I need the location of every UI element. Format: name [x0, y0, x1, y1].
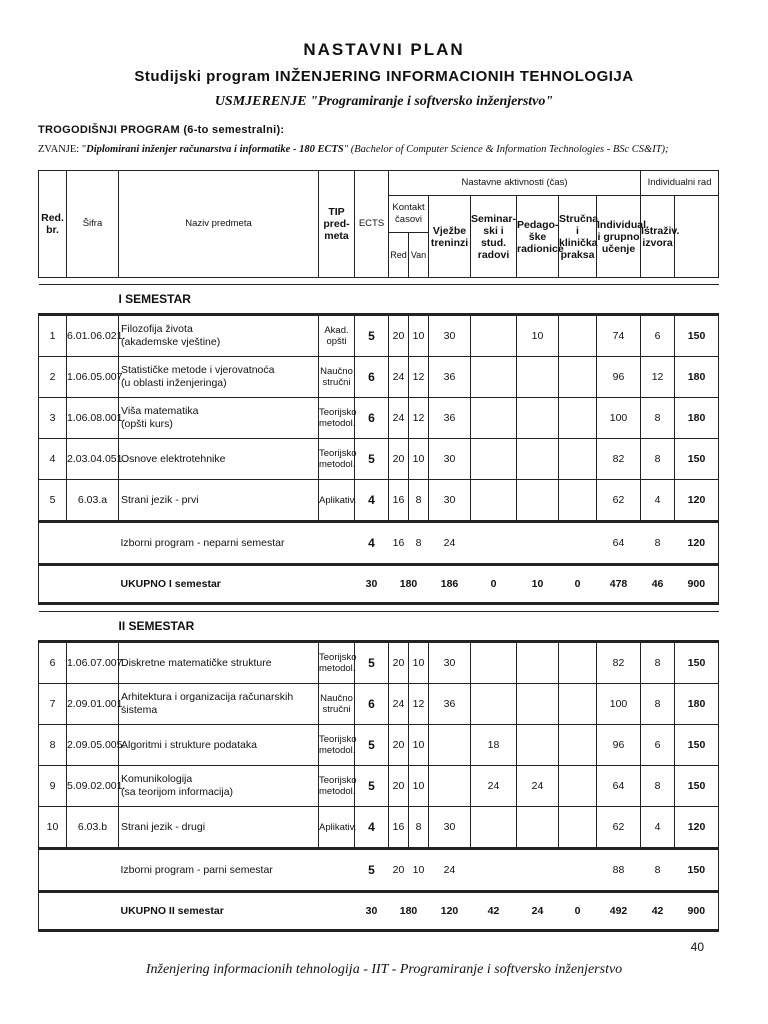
course-type-line2: metodol. — [319, 745, 356, 756]
total-pedagoske: 10 — [517, 565, 559, 604]
degree-name: Diplomirani inženjer računarstva i informatike - 180 ECTS — [86, 144, 344, 155]
elective-red: 16 — [389, 522, 409, 565]
col-red-br: Red. br. — [39, 171, 67, 278]
contact-red: 20 — [389, 725, 409, 766]
course-code: 6.01.06.021. — [67, 315, 119, 357]
course-name — [119, 684, 319, 725]
individual-value: 100 — [597, 398, 641, 439]
course-name — [119, 807, 319, 849]
table-row — [39, 725, 719, 766]
separator-cell — [39, 604, 719, 612]
course-code: 1.06.05.007. — [67, 357, 119, 398]
elective-individual: 88 — [597, 849, 641, 892]
elective-vjezbe: 24 — [429, 849, 471, 892]
strucna-value — [559, 642, 597, 684]
elective-seminar-spacer — [471, 849, 517, 892]
pedagoske-value: 24 — [517, 766, 559, 807]
col-naziv: Naziv predmeta — [119, 171, 319, 278]
total-label: UKUPNO I semestar — [119, 565, 355, 604]
pedagoske-value — [517, 398, 559, 439]
table-row — [39, 398, 719, 439]
separator-row — [39, 604, 719, 612]
strucna-value — [559, 807, 597, 849]
seminar-value — [471, 480, 517, 522]
elective-vjezbe: 24 — [429, 522, 471, 565]
col-pedagoske: Pedago- ške radionice — [517, 196, 559, 278]
course-type — [319, 398, 355, 439]
degree-prefix: ZVANJE: " — [38, 144, 87, 155]
seminar-value — [471, 439, 517, 480]
contact-red: 24 — [389, 398, 409, 439]
degree-suffix: " (Bachelor of Computer Science & Information Technologies - BSc CS&IT); — [343, 144, 669, 155]
course-type — [319, 684, 355, 725]
contact-van: 12 — [409, 684, 429, 725]
course-type — [319, 480, 355, 522]
contact-van: 10 — [409, 439, 429, 480]
vjezbe-value: 30 — [429, 807, 471, 849]
contact-van: 10 — [409, 766, 429, 807]
svega-value: 120 — [675, 480, 719, 522]
istrazivanje-value: 8 — [641, 766, 675, 807]
istrazivanje-value: 8 — [641, 684, 675, 725]
contact-red: 16 — [389, 807, 409, 849]
course-name-line2: (u oblasti inženjeringa) — [121, 377, 227, 389]
separator-row — [39, 278, 719, 285]
strucna-value — [559, 398, 597, 439]
col-red: Red — [389, 233, 409, 278]
col-istrazivanje: Istraživ. izvora — [641, 196, 675, 278]
table-row — [39, 480, 719, 522]
row-number: 6 — [39, 642, 67, 684]
program-duration: TROGODIŠNJI PROGRAM (6-to semestralni): — [38, 124, 285, 136]
table-row — [39, 766, 719, 807]
ects-value: 5 — [355, 315, 389, 357]
row-number: 5 — [39, 480, 67, 522]
course-type-line1: Teorijsko — [319, 775, 357, 786]
seminar-value — [471, 315, 517, 357]
course-name-line2: (sa teorijom informacija) — [121, 786, 234, 798]
elective-red: 20 — [389, 849, 409, 892]
course-name — [119, 315, 319, 357]
individual-value: 64 — [597, 766, 641, 807]
strucna-value — [559, 766, 597, 807]
course-type-line1: Naučno — [320, 693, 353, 704]
elective-row — [39, 849, 719, 892]
course-type-line1: Teorijsko — [319, 734, 357, 745]
total-individual: 478 — [597, 565, 641, 604]
col-kontakt: Kontakt časovi — [389, 196, 429, 233]
total-ects: 30 — [355, 565, 389, 604]
course-type-line2: metodol. — [319, 418, 356, 429]
contact-van: 10 — [409, 642, 429, 684]
course-name — [119, 725, 319, 766]
total-kontakt: 180 — [389, 565, 429, 604]
individual-value: 100 — [597, 684, 641, 725]
individual-value: 62 — [597, 480, 641, 522]
seminar-value — [471, 357, 517, 398]
course-name — [119, 766, 319, 807]
svega-value: 150 — [675, 315, 719, 357]
course-type-line1: Teorijsko — [319, 448, 357, 459]
elective-row — [39, 522, 719, 565]
semester-heading-spacer — [39, 285, 119, 315]
pedagoske-value — [517, 642, 559, 684]
course-name-line2: (akademske vještine) — [121, 336, 221, 348]
istrazivanje-value: 6 — [641, 725, 675, 766]
col-individual: Individual. i grupno učenje — [597, 196, 641, 278]
elective-pedag-spacer — [517, 522, 559, 565]
elective-ects: 5 — [355, 849, 389, 892]
semester-heading-row — [39, 285, 719, 315]
row-number: 8 — [39, 725, 67, 766]
individual-value: 96 — [597, 357, 641, 398]
pedagoske-value — [517, 357, 559, 398]
track-title: USMJERENJE "Programiranje i softversko inženjerstvo" — [214, 94, 554, 109]
ects-value: 6 — [355, 357, 389, 398]
pedagoske-value — [517, 439, 559, 480]
elective-van: 8 — [409, 522, 429, 565]
total-individual: 492 — [597, 892, 641, 931]
contact-red: 24 — [389, 357, 409, 398]
contact-red: 20 — [389, 439, 409, 480]
total-spacer — [39, 565, 119, 604]
ects-value: 5 — [355, 766, 389, 807]
ects-value: 6 — [355, 398, 389, 439]
course-name-line1: Strani jezik - prvi — [121, 493, 199, 506]
svega-value: 120 — [675, 807, 719, 849]
course-name — [119, 439, 319, 480]
row-number: 10 — [39, 807, 67, 849]
row-number: 4 — [39, 439, 67, 480]
elective-type-spacer — [319, 849, 355, 892]
col-seminarski: Seminar- ski i stud. radovi — [471, 196, 517, 278]
row-number: 3 — [39, 398, 67, 439]
pedagoske-value — [517, 807, 559, 849]
istrazivanje-value: 12 — [641, 357, 675, 398]
ects-value: 5 — [355, 725, 389, 766]
contact-van: 12 — [409, 398, 429, 439]
total-strucna: 0 — [559, 892, 597, 931]
elective-van: 10 — [409, 849, 429, 892]
svega-value: 150 — [675, 725, 719, 766]
seminar-value — [471, 642, 517, 684]
semester-heading-row — [39, 612, 719, 642]
total-istrazivanje: 42 — [641, 892, 675, 931]
semester-heading: II SEMESTAR — [119, 612, 719, 642]
course-code: 5.09.02.001. — [67, 766, 119, 807]
istrazivanje-value: 6 — [641, 315, 675, 357]
col-vjezbe: Vježbe treninzi — [429, 196, 471, 278]
seminar-value — [471, 807, 517, 849]
total-kontakt: 180 — [389, 892, 429, 931]
course-code: 6.03.a — [67, 480, 119, 522]
vjezbe-value: 36 — [429, 684, 471, 725]
total-ects: 30 — [355, 892, 389, 931]
elective-ects: 4 — [355, 522, 389, 565]
contact-red: 20 — [389, 642, 409, 684]
total-vjezbe: 186 — [429, 565, 471, 604]
row-number: 9 — [39, 766, 67, 807]
elective-individual: 64 — [597, 522, 641, 565]
page-number: 40 — [690, 940, 704, 954]
contact-van: 8 — [409, 807, 429, 849]
course-name — [119, 398, 319, 439]
contact-van: 10 — [409, 315, 429, 357]
col-strucna: Stručna i klinička praksa — [559, 196, 597, 278]
course-type — [319, 315, 355, 357]
course-type-line1: Aplikativ. — [319, 821, 357, 833]
course-code: 6.03.b — [67, 807, 119, 849]
total-seminar: 42 — [471, 892, 517, 931]
table-row — [39, 315, 719, 357]
istrazivanje-value: 8 — [641, 439, 675, 480]
row-number: 1 — [39, 315, 67, 357]
course-type — [319, 725, 355, 766]
total-svega: 900 — [675, 565, 719, 604]
course-name-line1: Komunikologija — [121, 773, 193, 785]
col-ects: ECTS — [355, 171, 389, 278]
row-number: 2 — [39, 357, 67, 398]
program-subtitle: Studijski program INŽENJERING INFORMACIONIH TEHNOLOGIJA — [134, 68, 634, 85]
vjezbe-value: 30 — [429, 480, 471, 522]
table-row — [39, 439, 719, 480]
total-label: UKUPNO II semestar — [119, 892, 355, 931]
course-name-line1: Algoritmi i strukture podataka — [121, 738, 257, 751]
strucna-value — [559, 480, 597, 522]
total-row — [39, 565, 719, 604]
table-row — [39, 642, 719, 684]
col-individualni-rad: Individualni rad — [641, 171, 719, 196]
strucna-value — [559, 684, 597, 725]
elective-name: Izborni program - parni semestar — [119, 849, 319, 892]
degree-title — [38, 144, 669, 155]
istrazivanje-value: 4 — [641, 480, 675, 522]
vjezbe-value: 30 — [429, 315, 471, 357]
svega-value: 180 — [675, 357, 719, 398]
course-type — [319, 439, 355, 480]
ects-value: 6 — [355, 684, 389, 725]
vjezbe-value: 36 — [429, 357, 471, 398]
total-svega: 900 — [675, 892, 719, 931]
individual-value: 62 — [597, 807, 641, 849]
strucna-value — [559, 315, 597, 357]
col-tip: TIP pred- meta — [319, 171, 355, 278]
elective-name: Izborni program - neparni semestar — [119, 522, 319, 565]
course-name-line1: Filozofija života — [121, 323, 193, 335]
contact-red: 16 — [389, 480, 409, 522]
vjezbe-value: 30 — [429, 439, 471, 480]
course-type-line1: Teorijsko — [319, 407, 357, 418]
total-spacer — [39, 892, 119, 931]
ects-value: 4 — [355, 480, 389, 522]
individual-value: 96 — [597, 725, 641, 766]
course-name-line1: Arhitektura i organizacija računarskih sistema — [121, 691, 294, 716]
vjezbe-value — [429, 766, 471, 807]
ects-value: 4 — [355, 807, 389, 849]
seminar-value — [471, 398, 517, 439]
vjezbe-value: 30 — [429, 642, 471, 684]
seminar-value: 24 — [471, 766, 517, 807]
total-vjezbe: 120 — [429, 892, 471, 931]
document-title: NASTAVNI PLAN — [303, 40, 465, 59]
course-name — [119, 357, 319, 398]
istrazivanje-value: 8 — [641, 398, 675, 439]
course-type-line1: Akad. — [324, 325, 349, 336]
contact-van: 10 — [409, 725, 429, 766]
course-type-line1: Aplikativ. — [319, 494, 357, 506]
ects-value: 5 — [355, 642, 389, 684]
row-number: 7 — [39, 684, 67, 725]
course-type-line2: opšti — [326, 336, 347, 347]
vjezbe-value: 36 — [429, 398, 471, 439]
seminar-value: 18 — [471, 725, 517, 766]
individual-value: 74 — [597, 315, 641, 357]
pedagoske-value — [517, 480, 559, 522]
course-type-line1: Teorijsko — [319, 652, 357, 663]
svega-value: 150 — [675, 439, 719, 480]
svega-value: 180 — [675, 398, 719, 439]
pedagoske-value — [517, 684, 559, 725]
course-type-line2: metodol. — [319, 663, 356, 674]
semester-heading: I SEMESTAR — [119, 285, 719, 315]
total-pedagoske: 24 — [517, 892, 559, 931]
course-type-line2: stručni — [322, 377, 351, 388]
vjezbe-value — [429, 725, 471, 766]
page-footer: Inženjering informacionih tehnologija - IIT - Programiranje i softversko inženjerstvo — [145, 962, 623, 977]
course-code: 2.03.04.051. — [67, 439, 119, 480]
contact-red: 20 — [389, 766, 409, 807]
table-row — [39, 807, 719, 849]
strucna-value — [559, 439, 597, 480]
course-type — [319, 766, 355, 807]
course-type-line2: stručni — [322, 704, 351, 715]
contact-red: 24 — [389, 684, 409, 725]
course-name — [119, 480, 319, 522]
strucna-value — [559, 357, 597, 398]
total-row — [39, 892, 719, 931]
course-name — [119, 642, 319, 684]
istrazivanje-value: 4 — [641, 807, 675, 849]
semester-heading-spacer — [39, 612, 119, 642]
course-name-line1: Statističke metode i vjerovatnoća — [121, 364, 275, 376]
seminar-value — [471, 684, 517, 725]
elective-svega: 150 — [675, 849, 719, 892]
elective-spacer — [39, 522, 119, 565]
elective-strucna-spacer — [559, 522, 597, 565]
table-row — [39, 357, 719, 398]
col-sifra: Šifra — [67, 171, 119, 278]
elective-type-spacer — [319, 522, 355, 565]
course-name-line1: Osnove elektrotehnike — [121, 452, 226, 465]
contact-van: 12 — [409, 357, 429, 398]
svega-value: 150 — [675, 766, 719, 807]
individual-value: 82 — [597, 642, 641, 684]
elective-spacer — [39, 849, 119, 892]
elective-svega: 120 — [675, 522, 719, 565]
individual-value: 82 — [597, 439, 641, 480]
course-type-line2: metodol. — [319, 459, 356, 470]
course-code: 2.09.01.001. — [67, 684, 119, 725]
course-type — [319, 357, 355, 398]
svega-value: 150 — [675, 642, 719, 684]
elective-seminar-spacer — [471, 522, 517, 565]
elective-strucna-spacer — [559, 849, 597, 892]
contact-van: 8 — [409, 480, 429, 522]
ects-value: 5 — [355, 439, 389, 480]
separator-cell — [39, 278, 719, 285]
course-name-line1: Viša matematika — [121, 405, 199, 417]
course-code: 1.06.08.001. — [67, 398, 119, 439]
course-type — [319, 807, 355, 849]
elective-istrazivanje: 8 — [641, 522, 675, 565]
course-type-line1: Naučno — [320, 366, 353, 377]
total-strucna: 0 — [559, 565, 597, 604]
table-row — [39, 684, 719, 725]
pedagoske-value: 10 — [517, 315, 559, 357]
curriculum-table — [38, 170, 719, 932]
strucna-value — [559, 725, 597, 766]
istrazivanje-value: 8 — [641, 642, 675, 684]
elective-pedag-spacer — [517, 849, 559, 892]
course-code: 2.09.05.005. — [67, 725, 119, 766]
course-type — [319, 642, 355, 684]
course-type-line2: metodol. — [319, 786, 356, 797]
total-seminar: 0 — [471, 565, 517, 604]
pedagoske-value — [517, 725, 559, 766]
course-name-line2: (opšti kurs) — [121, 418, 173, 430]
col-nastavne-aktivnosti: Nastavne aktivnosti (čas) — [389, 171, 641, 196]
total-istrazivanje: 46 — [641, 565, 675, 604]
col-van: Van — [409, 233, 429, 278]
course-name-line1: Strani jezik - drugi — [121, 820, 206, 833]
elective-istrazivanje: 8 — [641, 849, 675, 892]
svega-value: 180 — [675, 684, 719, 725]
course-code: 1.06.07.007. — [67, 642, 119, 684]
course-name-line1: Diskretne matematičke strukture — [121, 656, 272, 669]
contact-red: 20 — [389, 315, 409, 357]
